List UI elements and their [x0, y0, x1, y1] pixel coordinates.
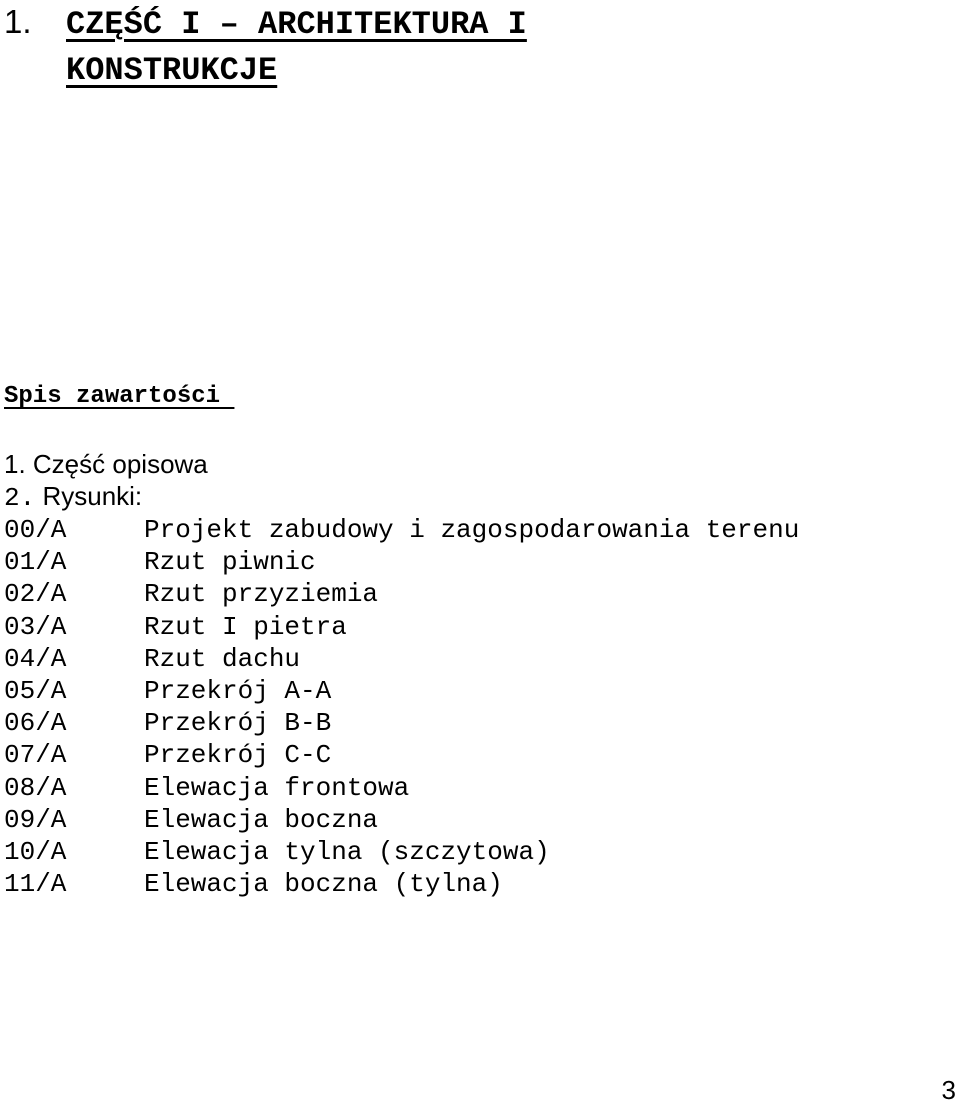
drawing-row — [4, 514, 799, 546]
drawing-title: Rzut piwnic — [144, 547, 316, 578]
drawing-code: 09/A — [4, 804, 67, 835]
drawing-row — [4, 804, 799, 836]
drawing-row — [4, 707, 799, 739]
drawing-code: 08/A — [4, 772, 67, 803]
drawing-title: Przekrój A-A — [144, 675, 332, 706]
chapter-number: 1. — [4, 3, 32, 40]
drawing-row — [4, 739, 799, 771]
drawing-title: Elewacja tylna (szczytowa) — [144, 836, 550, 867]
drawing-code: 02/A — [4, 579, 67, 610]
drawing-title: Rzut I pietra — [144, 611, 347, 642]
drawing-title: Projekt zabudowy i zagospodarowania terenu — [144, 515, 800, 545]
drawing-code: 06/A — [4, 708, 67, 739]
drawing-row — [4, 578, 799, 610]
drawing-list — [4, 514, 799, 900]
drawing-title: Rzut przyziemia — [144, 579, 379, 610]
page-number: 3 — [941, 1075, 956, 1105]
drawing-title: Rzut dachu — [144, 643, 301, 674]
drawing-code: 03/A — [4, 611, 67, 642]
drawing-title: Elewacja boczna — [144, 804, 379, 835]
drawing-row — [4, 772, 799, 804]
drawing-title: Elewacja boczna (tylna) — [144, 869, 503, 900]
drawing-title: Przekrój B-B — [144, 708, 332, 739]
drawing-code: 11/A — [4, 869, 67, 900]
toc-heading: Spis zawartości — [4, 383, 235, 410]
drawing-code: 07/A — [4, 740, 67, 771]
drawing-row — [4, 836, 799, 868]
drawing-row — [4, 643, 799, 675]
toc-part-description: 1. Część opisowa — [4, 449, 208, 479]
drawing-row — [4, 868, 799, 900]
drawing-code: 00/A — [4, 515, 67, 545]
drawing-row — [4, 546, 799, 578]
drawing-code: 05/A — [4, 675, 67, 706]
toc-part-drawings-number: 2. — [4, 483, 36, 513]
drawing-row — [4, 675, 799, 707]
drawing-code: 10/A — [4, 836, 67, 867]
drawing-code: 01/A — [4, 547, 67, 578]
chapter-title-text: CZĘŚĆ I – ARCHITEKTURA I KONSTRUKCJE — [66, 6, 527, 89]
toc-part-drawings — [4, 480, 142, 514]
drawing-code: 04/A — [4, 643, 67, 674]
toc-part-drawings-label: Rysunki: — [42, 481, 143, 511]
drawing-title: Przekrój C-C — [144, 740, 332, 771]
drawing-title: Elewacja frontowa — [144, 772, 410, 803]
chapter-title — [66, 2, 682, 94]
drawing-row — [4, 611, 799, 643]
